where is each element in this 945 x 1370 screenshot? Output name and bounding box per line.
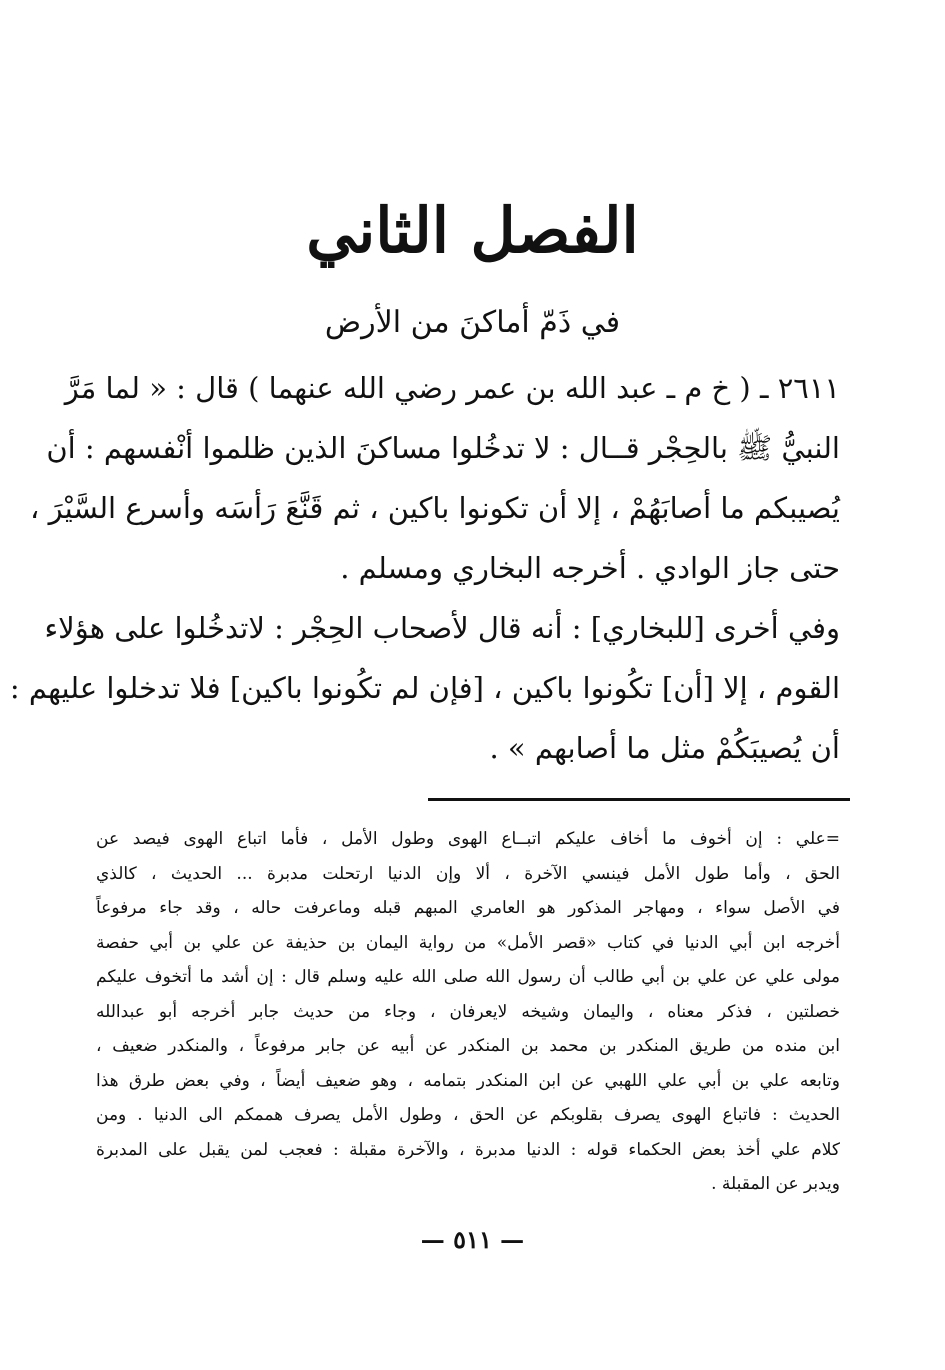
hadith-line: أن يُصيبَكُمْ مثل ما أصابهم » . [489,731,840,765]
footnote-line: وتابعه علي بن أبي علي اللهبي عن ابن المنكدر بتمامه ، وهو ضعيف أيضاً ، وفي بعض طرق هذا [96,1070,840,1091]
footnote-line: الحق ، وأما طول الأمل فينسي الآخرة ، ألا وإن الدنيا ارتحلت مدبرة ... الحديث ، كالذي [96,863,840,884]
hadith-line: يُصيبكم ما أصابَهُمْ ، إلا أن تكونوا باكين ، ثم قَنَّعَ رَأسَه وأسرع السَّيْرَ ، [30,491,840,525]
footnote-line: ابن منده من طريق المنكدر بن محمد بن المنكدر عن أبيه عن جابر مرفوعاً ، والمنكدر ضعيف ، [96,1036,840,1056]
footnote-separator [428,798,850,801]
page-number: — ٥١١ — [420,1225,525,1254]
hadith-line: القوم ، إلا [أن] تكُونوا باكين ، [فإن لم تكُونوا باكين] فلا تدخلوا عليهم : [9,671,840,705]
hadith-line: النبيُّ ﷺ بالحِجْر قــال : لا تدخُلوا مساكنَ الذين ظلموا أنْفسهم : أن [46,431,840,465]
chapter-subtitle: في ذَمّ أماكنَ من الأرض [324,305,621,340]
hadith-line: حتى جاز الوادي . أخرجه البخاري ومسلم . [340,551,840,585]
hadith-line: وفي أخرى [للبخاري] : أنه قال لأصحاب الحِجْر : لاتدخُلوا على هؤلاء [44,611,840,645]
chapter-title: الفصل الثاني [306,194,639,267]
footnote-line: ويدبر عن المقبلة . [711,1174,840,1194]
footnote-line: =علي : إن أخوف ما أخاف عليكم اتبــاع الهوى وطول الأمل ، فأما اتباع الهوى فيصد عن [96,829,840,849]
hadith-line: ٢٦١١ ـ ( خ م ـ عبد الله بن عمر رضي الله عنهما ) قال : « لما مَرَّ [64,371,840,405]
footnote-line: مولى علي عن علي بن أبي طالب أن رسول الله صلى الله عليه وسلم قال : إن أشد ما أتخوف عليكم [96,967,840,987]
hadith-text [9,358,840,778]
footnote-line: في الأصل سواء ، ومهاجر المذكور هو العامري المبهم قبله وماعرفت حاله ، وقد جاء مرفوعاً [96,898,840,918]
footnote-line: الحديث : فاتباع الهوى يصرف بقلوبكم عن الحق ، وطول الأمل يصرف هممكم الى الدنيا . ومن [96,1105,840,1125]
footnote-line: أخرجه ابن أبي الدنيا في كتاب «قصر الأمل» من رواية اليمان بن حذيفة عن علي بن أبي حفصة [96,932,840,953]
footnote [96,822,840,1202]
footnote-line: خصلتين ، فذكر معناه ، واليمان وشيخه لايعرفان ، وجاء من حديث جابر أخرجه أبو عبدالله [96,1001,840,1022]
footnote-line: كلام علي أخذ بعض الحكماء قوله : الدنيا مدبرة ، والآخرة مقبلة : فعجب لمن يقبل على المدبرة [96,1139,840,1160]
